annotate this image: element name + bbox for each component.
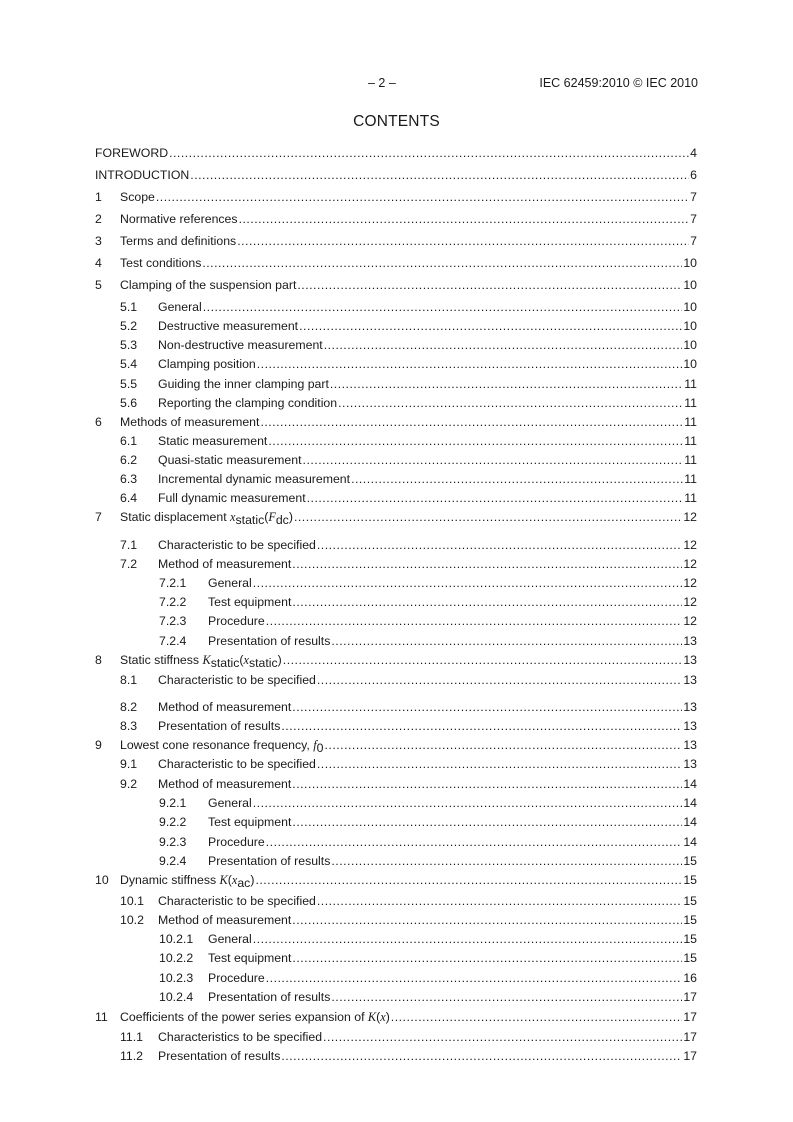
toc-entry-title: Full dynamic measurement — [158, 491, 306, 505]
dot-leader — [292, 593, 682, 611]
dot-leader — [266, 833, 683, 851]
toc-entry-page: 12 — [683, 576, 697, 590]
toc-entry-title: Reporting the clamping condition — [158, 396, 338, 410]
toc-entry[interactable] — [95, 574, 697, 592]
dot-leader — [292, 911, 682, 929]
toc-entry[interactable] — [95, 949, 697, 967]
toc-entry-title: FOREWORD — [95, 146, 169, 160]
dot-leader — [169, 144, 689, 162]
toc-entry[interactable] — [95, 489, 697, 507]
toc-entry[interactable] — [95, 736, 697, 754]
dot-leader — [391, 1008, 683, 1026]
toc-entry-title: Dynamic stiffness K(xac) — [120, 873, 255, 890]
toc-entry-number: 5.5 — [120, 377, 138, 391]
toc-entry-number: 6 — [95, 415, 102, 429]
toc-entry-page: 10 — [683, 300, 697, 314]
toc-entry-number: 9.2.1 — [159, 796, 187, 810]
toc-entry-number: 7.2.3 — [159, 614, 187, 628]
toc-entry-page: 10 — [683, 278, 697, 292]
dot-leader — [338, 394, 683, 412]
toc-entry-title: Characteristic to be specified — [158, 894, 316, 908]
toc-entry[interactable] — [95, 555, 697, 573]
toc-entry-page: 17 — [683, 1030, 697, 1044]
toc-entry-number: 5.1 — [120, 300, 138, 314]
toc-entry-page: 10 — [683, 256, 697, 270]
dot-leader — [351, 470, 683, 488]
toc-entry[interactable] — [95, 698, 697, 716]
toc-entry-page: 13 — [683, 653, 697, 667]
toc-entry[interactable] — [95, 813, 697, 831]
dot-leader — [330, 375, 683, 393]
toc-entry-title: Destructive measurement — [158, 319, 299, 333]
toc-entry[interactable] — [95, 892, 697, 910]
standard-reference: IEC 62459:2010 © IEC 2010 — [539, 76, 698, 90]
toc-entry-page: 14 — [683, 796, 697, 810]
toc-entry[interactable] — [95, 632, 697, 650]
dot-leader — [202, 254, 682, 272]
dot-leader — [299, 317, 682, 335]
dot-leader — [331, 988, 682, 1006]
toc-entry-page: 4 — [690, 146, 697, 160]
toc-entry-title: Static stiffness Kstatic(xstatic) — [120, 653, 282, 670]
toc-entry-page: 15 — [683, 951, 697, 965]
dot-leader — [268, 432, 683, 450]
toc-entry-page: 15 — [683, 913, 697, 927]
toc-entry[interactable] — [95, 336, 697, 354]
toc-entry-number: 7.2.4 — [159, 634, 187, 648]
toc-entry-number: 8.3 — [120, 719, 138, 733]
toc-entry[interactable] — [95, 470, 697, 488]
toc-entry-title: Terms and definitions — [120, 234, 237, 248]
toc-entry[interactable] — [95, 651, 697, 669]
toc-entry[interactable] — [95, 210, 697, 228]
toc-entry-number: 7.2.1 — [159, 576, 187, 590]
toc-entry-number: 7.2 — [120, 557, 138, 571]
toc-entry-number: 8.2 — [120, 700, 138, 714]
toc-entry-title: General — [208, 576, 252, 590]
toc-entry-page: 6 — [690, 168, 697, 182]
toc-entry-number: 2 — [95, 212, 102, 226]
toc-entry-number: 5 — [95, 278, 102, 292]
toc-entry-title: General — [158, 300, 202, 314]
toc-entry-title: Presentation of results — [158, 1049, 281, 1063]
toc-entry[interactable] — [95, 988, 697, 1006]
toc-entry[interactable] — [95, 852, 697, 870]
toc-entry-title: Coefficients of the power series expansion of K(x) — [120, 1010, 390, 1024]
toc-entry-title: Procedure — [208, 971, 265, 985]
toc-entry-title: Quasi-static measurement — [158, 453, 302, 467]
toc-entry-title: Characteristic to be specified — [158, 538, 316, 552]
toc-entry[interactable] — [95, 969, 697, 987]
toc-entry-page: 14 — [683, 777, 697, 791]
toc-entry-number: 9.2.2 — [159, 815, 187, 829]
dot-leader — [292, 949, 682, 967]
toc-entry-title: Test equipment — [208, 951, 292, 965]
toc-entry-page: 15 — [683, 854, 697, 868]
toc-entry[interactable] — [95, 144, 697, 162]
toc-entry-number: 5.3 — [120, 338, 138, 352]
toc-entry-title: Clamping of the suspension part — [120, 278, 297, 292]
toc-entry-number: 7.1 — [120, 538, 138, 552]
toc-entry[interactable] — [95, 911, 697, 929]
dot-leader — [324, 336, 683, 354]
toc-entry-page: 17 — [683, 1049, 697, 1063]
toc-entry[interactable] — [95, 317, 697, 335]
toc-entry-title: Static displacement xstatic(Fdc) — [120, 510, 293, 527]
toc-entry[interactable] — [95, 232, 697, 250]
toc-entry-page: 11 — [684, 377, 697, 391]
toc-entry[interactable] — [95, 276, 697, 294]
toc-entry-title: Methods of measurement — [120, 415, 260, 429]
toc-entry-number: 6.4 — [120, 491, 138, 505]
toc-entry-number: 9.1 — [120, 757, 138, 771]
toc-entry-number: 11.2 — [120, 1049, 144, 1063]
dot-leader — [317, 755, 682, 773]
toc-entry-page: 7 — [690, 234, 697, 248]
toc-entry-title: Procedure — [208, 614, 265, 628]
toc-entry-number: 9.2.3 — [159, 835, 187, 849]
dot-leader — [307, 489, 684, 507]
dot-leader — [323, 1028, 682, 1046]
dot-leader — [257, 355, 683, 373]
toc-entry-page: 12 — [683, 595, 697, 609]
toc-entry-page: 10 — [683, 319, 697, 333]
toc-entry[interactable] — [95, 394, 697, 412]
toc-entry[interactable] — [95, 775, 697, 793]
toc-entry-page: 13 — [683, 673, 697, 687]
toc-entry[interactable] — [95, 355, 697, 373]
toc-entry[interactable] — [95, 166, 697, 184]
toc-entry[interactable] — [95, 413, 697, 431]
toc-entry[interactable] — [95, 1028, 697, 1046]
dot-leader — [294, 508, 682, 526]
dot-leader — [303, 451, 684, 469]
toc-entry-number: 3 — [95, 234, 102, 248]
toc-entry-page: 12 — [683, 510, 697, 524]
toc-entry-page: 11 — [684, 396, 697, 410]
toc-entry-page: 13 — [683, 738, 697, 752]
dot-leader — [331, 852, 682, 870]
toc-entry-number: 10.2.4 — [159, 990, 194, 1004]
toc-entry-title: General — [208, 932, 252, 946]
toc-entry-page: 17 — [683, 990, 697, 1004]
toc-entry-title: Presentation of results — [208, 634, 331, 648]
toc-entry-page: 11 — [684, 415, 697, 429]
dot-leader — [253, 574, 683, 592]
toc-entry-title: Test conditions — [120, 256, 202, 270]
toc-entry-title: Characteristic to be specified — [158, 757, 316, 771]
toc-entry-title: Method of measurement — [158, 700, 292, 714]
toc-entry-number: 11 — [95, 1010, 108, 1024]
toc-entry-page: 13 — [683, 634, 697, 648]
toc-entry-title: Normative references — [120, 212, 238, 226]
toc-entry-number: 10 — [95, 873, 109, 887]
toc-entry[interactable] — [95, 508, 697, 526]
toc-entry-page: 7 — [690, 190, 697, 204]
toc-entry-number: 5.2 — [120, 319, 138, 333]
dot-leader — [190, 166, 689, 184]
toc-entry-title: Test equipment — [208, 595, 292, 609]
page-number: – 2 – — [368, 76, 396, 90]
toc-entry-title: Clamping position — [158, 357, 256, 371]
toc-entry-title: Method of measurement — [158, 913, 292, 927]
dot-leader — [317, 536, 682, 554]
dot-leader — [292, 698, 682, 716]
toc-entry[interactable] — [95, 536, 697, 554]
dot-leader — [239, 210, 690, 228]
toc-entry[interactable] — [95, 188, 697, 206]
dot-leader — [283, 651, 683, 669]
toc-entry-number: 11.1 — [120, 1030, 144, 1044]
toc-entry-title: Characteristic to be specified — [158, 673, 316, 687]
toc-entry-number: 6.1 — [120, 434, 138, 448]
toc-entry-number: 10.2.1 — [159, 932, 194, 946]
toc-entry-title: Non-destructive measurement — [158, 338, 323, 352]
toc-entry[interactable] — [95, 1008, 697, 1026]
toc-entry-page: 10 — [683, 357, 697, 371]
toc-entry[interactable] — [95, 755, 697, 773]
toc-entry[interactable] — [95, 1047, 697, 1065]
dot-leader — [297, 276, 682, 294]
toc-entry-page: 12 — [683, 538, 697, 552]
toc-entry-title: Method of measurement — [158, 557, 292, 571]
toc-entry-number: 7 — [95, 510, 102, 524]
toc-entry[interactable] — [95, 432, 697, 450]
toc-entry-page: 13 — [683, 700, 697, 714]
dot-leader — [281, 1047, 682, 1065]
toc-entry-page: 15 — [683, 873, 697, 887]
dot-leader — [203, 298, 683, 316]
dot-leader — [266, 969, 683, 987]
toc-entry-number: 5.6 — [120, 396, 138, 410]
dot-leader — [255, 871, 682, 889]
toc-entry-page: 12 — [683, 614, 697, 628]
toc-entry-page: 13 — [683, 757, 697, 771]
toc-entry-title: Method of measurement — [158, 777, 292, 791]
dot-leader — [292, 775, 682, 793]
toc-entry-page: 14 — [683, 835, 697, 849]
toc-entry-number: 6.2 — [120, 453, 138, 467]
toc-entry-number: 9.2 — [120, 777, 138, 791]
toc-entry-page: 12 — [683, 557, 697, 571]
toc-entry-number: 10.2.2 — [159, 951, 194, 965]
toc-entry[interactable] — [95, 871, 697, 889]
dot-leader — [281, 717, 682, 735]
toc-entry-page: 10 — [683, 338, 697, 352]
toc-entry-title: General — [208, 796, 252, 810]
dot-leader — [266, 612, 683, 630]
toc-entry-page: 11 — [684, 453, 697, 467]
toc-entry-page: 17 — [683, 1010, 697, 1024]
toc-entry[interactable] — [95, 254, 697, 272]
toc-entry-number: 1 — [95, 190, 102, 204]
toc-entry[interactable] — [95, 298, 697, 316]
toc-entry[interactable] — [95, 375, 697, 393]
toc-entry-number: 9 — [95, 738, 102, 752]
toc-entry[interactable] — [95, 451, 697, 469]
toc-entry-title: Scope — [120, 190, 155, 204]
dot-leader — [237, 232, 689, 250]
toc-entry-title: Lowest cone resonance frequency, f0 — [120, 738, 324, 755]
toc-entry-number: 7.2.2 — [159, 595, 187, 609]
toc-entry-title: Presentation of results — [208, 854, 331, 868]
toc-entry[interactable] — [95, 794, 697, 812]
dot-leader — [253, 930, 683, 948]
toc-entry[interactable] — [95, 612, 697, 630]
toc-entry-title: Characteristics to be specified — [158, 1030, 323, 1044]
toc-entry-page: 15 — [683, 932, 697, 946]
toc-entry-page: 15 — [683, 894, 697, 908]
toc-entry-number: 8.1 — [120, 673, 138, 687]
toc-entry-number: 10.1 — [120, 894, 144, 908]
toc-entry-page: 14 — [683, 815, 697, 829]
toc-entry-title: Static measurement — [158, 434, 268, 448]
dot-leader — [253, 794, 683, 812]
toc-entry[interactable] — [95, 717, 697, 735]
dot-leader — [292, 813, 682, 831]
toc-entry-number: 10.2.3 — [159, 971, 194, 985]
toc-entry-title: Guiding the inner clamping part — [158, 377, 329, 391]
toc-entry-title: Procedure — [208, 835, 265, 849]
toc-entry[interactable] — [95, 593, 697, 611]
toc-entry-page: 16 — [683, 971, 697, 985]
toc-entry-page: 13 — [683, 719, 697, 733]
toc-entry-page: 11 — [684, 472, 697, 486]
toc-entry-number: 4 — [95, 256, 102, 270]
toc-entry-number: 5.4 — [120, 357, 138, 371]
toc-entry[interactable] — [95, 671, 697, 689]
toc-entry-page: 11 — [684, 491, 697, 505]
toc-entry-title: Incremental dynamic measurement — [158, 472, 351, 486]
toc-entry-title: Presentation of results — [158, 719, 281, 733]
toc-entry-title: INTRODUCTION — [95, 168, 190, 182]
dot-leader — [292, 555, 682, 573]
toc-entry-number: 6.3 — [120, 472, 138, 486]
dot-leader — [317, 671, 682, 689]
toc-entry-page: 11 — [684, 434, 697, 448]
page-header — [0, 76, 793, 94]
dot-leader — [260, 413, 683, 431]
dot-leader — [331, 632, 682, 650]
dot-leader — [317, 892, 682, 910]
dot-leader — [156, 188, 689, 206]
toc-entry-number: 8 — [95, 653, 102, 667]
dot-leader — [325, 736, 683, 754]
toc-entry-page: 7 — [690, 212, 697, 226]
page-title: CONTENTS — [353, 113, 440, 130]
toc-entry-title: Presentation of results — [208, 990, 331, 1004]
toc-entry[interactable] — [95, 833, 697, 851]
toc-entry-number: 10.2 — [120, 913, 144, 927]
toc-entry[interactable] — [95, 930, 697, 948]
toc-entry-number: 9.2.4 — [159, 854, 187, 868]
toc-entry-title: Test equipment — [208, 815, 292, 829]
